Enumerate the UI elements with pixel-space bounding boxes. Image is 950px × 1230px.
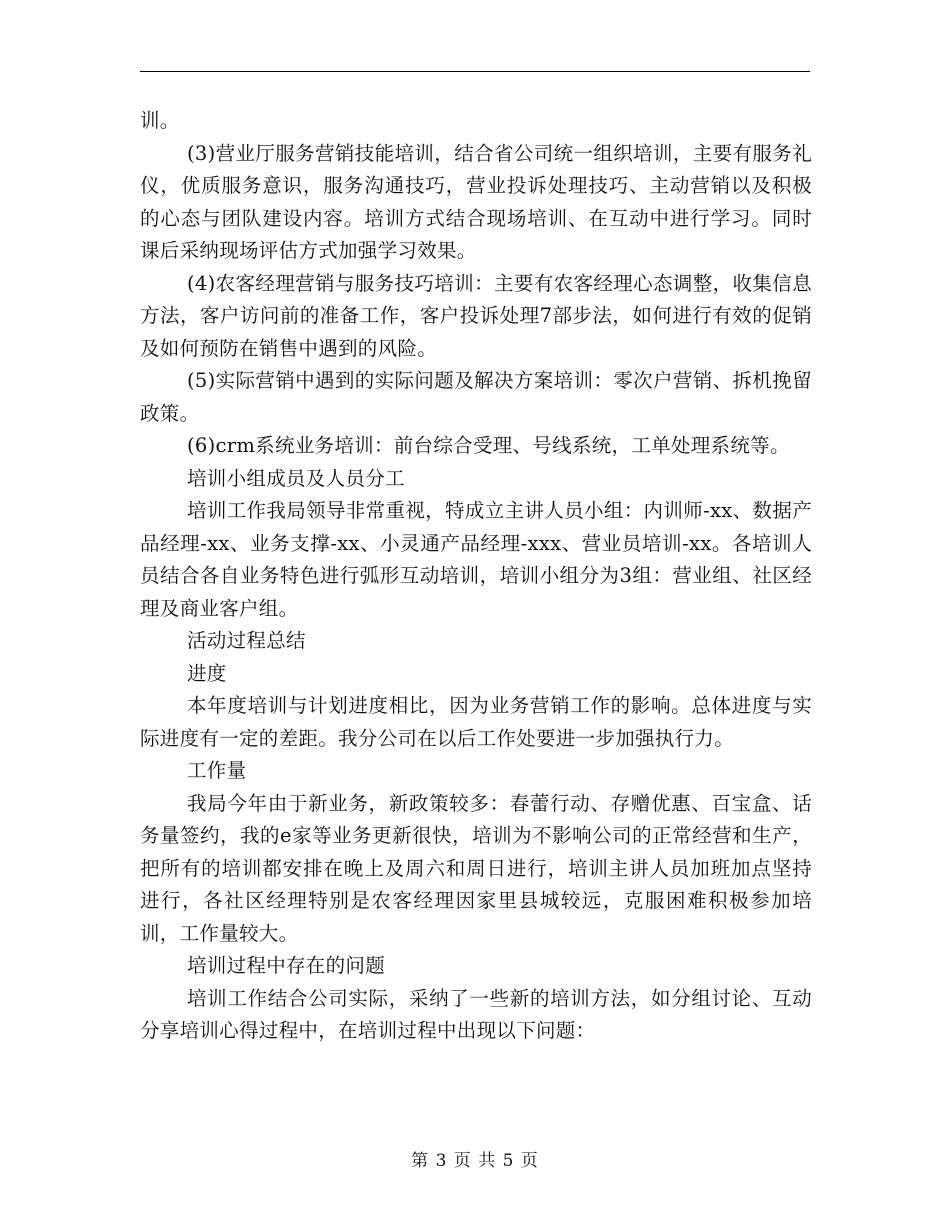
- paragraph-item-5: (5)实际营销中遇到的实际问题及解决方案培训：零次户营销、拆机挽留政策。: [140, 369, 812, 425]
- section-heading-summary: 活动过程总结: [187, 629, 306, 652]
- paragraph-continuation: 训。: [140, 109, 180, 132]
- section-heading-progress: 进度: [187, 661, 227, 685]
- header-rule: [140, 71, 810, 72]
- paragraph-item-6: (6)crm系统业务培训：前台综合受理、号线系统，工单处理系统等。: [187, 434, 790, 457]
- paragraph-item-3: (3)营业厅服务营销技能培训，结合省公司统一组织培训，主要有服务礼仪，优质服务意识，服务沟通技巧，营业投诉处理技巧、主动营销以及积极的心态与团队建设内容。培训方式结合现场培训、在互动中进行学习。同时课后采纳现场评估方式加强学习效果。: [140, 141, 812, 262]
- paragraph-problems: 培训工作结合公司实际，采纳了一些新的培训方法，如分组讨论、互动分享培训心得过程中，在培训过程中出现以下问题：: [140, 986, 812, 1042]
- section-heading-team: 培训小组成员及人员分工: [187, 466, 405, 490]
- section-heading-workload: 工作量: [187, 759, 247, 782]
- page-number: 第 3 页 共 5 页: [411, 1151, 539, 1171]
- paragraph-item-4: (4)农客经理营销与服务技巧培训：主要有农客经理心态调整，收集信息方法，客户访问前的准备工作，客户投诉处理7部步法，如何进行有效的促销及如何预防在销售中遇到的风险。: [140, 271, 812, 360]
- paragraph-workload: 我局今年由于新业务，新政策较多：春蕾行动、存赠优惠、百宝盒、话务量签约，我的e家等业务更新很快，培训为不影响公司的正常经营和生产，把所有的培训都安排在晚上及周六和周日进行，培训主讲人员加班加点坚持进行，各社区经理特别是农客经理因家里县城较远，克服困难积极参加培训，工作量较大。: [140, 791, 812, 945]
- section-heading-problems: 培训过程中存在的问题: [187, 954, 386, 977]
- paragraph-progress: 本年度培训与计划进度相比，因为业务营销工作的影响。总体进度与实际进度有一定的差距。我分公司在以后工作处要进一步加强执行力。: [140, 694, 812, 750]
- paragraph-team: 培训工作我局领导非常重视，特成立主讲人员小组：内训师-xx、数据产品经理-xx、业务支撑-xx、小灵通产品经理-xxx、营业员培训-xx。各培训人员结合各自业务特色进行弧形互动培训，培训小组分为3组：营业组、社区经理及商业客户组。: [140, 499, 812, 620]
- document-body: [140, 105, 812, 1048]
